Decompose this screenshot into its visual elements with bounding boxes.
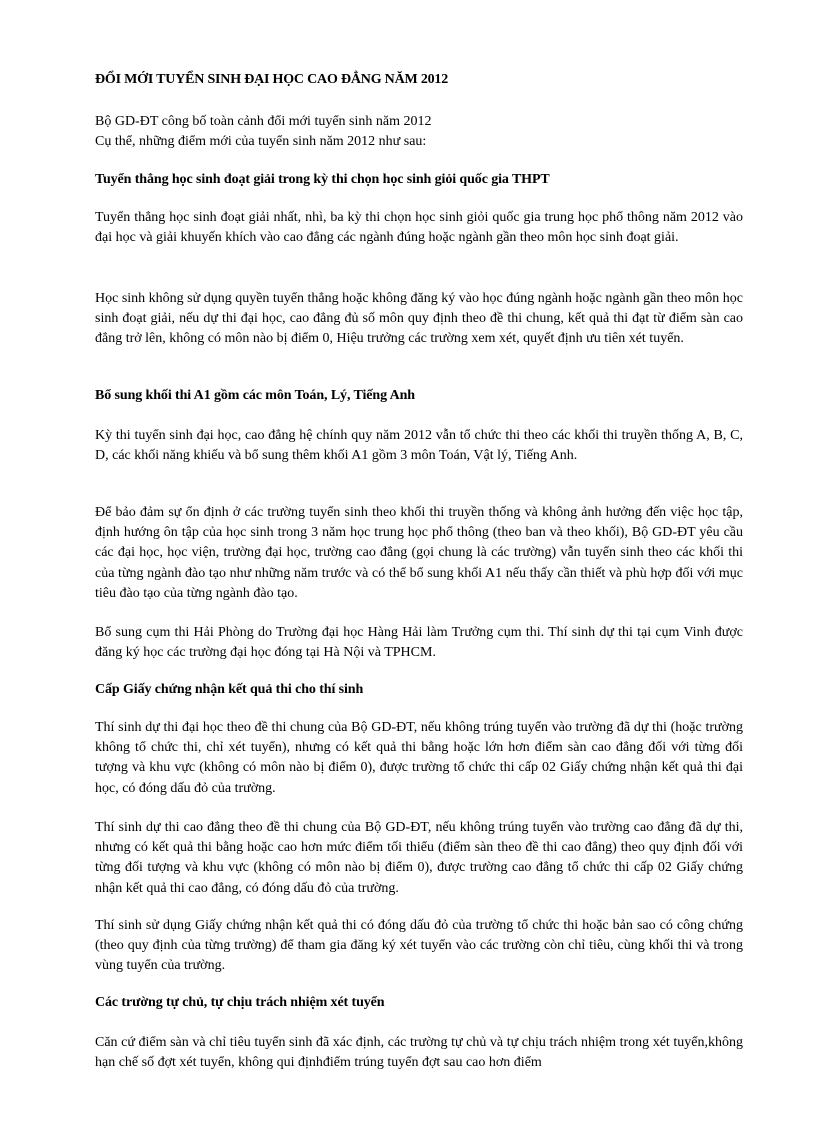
paragraph: Tuyển thẳng học sinh đoạt giải nhất, nhì, ba kỳ thi chọn học sinh giỏi quốc gia trung học phổ thông năm 2012 vào đại học và giải khuyến khích vào cao đẳng các ngành đúng hoặc ngành gần theo môn học sinh đoạt giải. xyxy=(95,210,743,246)
document-title: ĐỔI MỚI TUYỂN SINH ĐẠI HỌC CAO ĐẲNG NĂM 2012 xyxy=(95,72,449,87)
paragraph: Căn cứ điểm sàn và chỉ tiêu tuyển sinh đã xác định, các trường tự chủ và tự chịu trách nhiệm trong xét tuyển,không hạn chế số đợt xét tuyển, không qui địnhđiểm trúng tuyển đợt sau cao hơn điểm xyxy=(95,1035,743,1071)
paragraph: Để bảo đảm sự ổn định ở các trường tuyển sinh theo khối thi truyền thống và không ảnh hưởng đến việc học tập, định hướng ôn tập của học sinh trong 3 năm học trung học phổ thông (theo ban và theo khối), Bộ GD-ĐT yêu cầu các đại học, học viện, trường đại học, trường cao đẳng (gọi chung là các trường) vẫn tuyển sinh theo các khối thi của từng ngành đào tạo như những năm trước và có thể bổ sung khối A1 nếu thấy cần thiết và phù hợp đối với mục tiêu đào tạo của từng ngành đào tạo. xyxy=(95,505,743,601)
paragraph: Thí sinh sử dụng Giấy chứng nhận kết quả thi có đóng dấu đỏ của trường tổ chức thi hoặc bản sao có công chứng (theo quy định của từng trường) để tham gia đăng ký xét tuyển vào các trường còn chỉ tiêu, cùng khối thi và trong vùng tuyển của trường. xyxy=(95,918,743,974)
paragraph: Bổ sung cụm thi Hải Phòng do Trường đại học Hàng Hải làm Trưởng cụm thi. Thí sinh dự thi tại cụm Vinh được đăng ký học các trường đại học đóng tại Hà Nội và TPHCM. xyxy=(95,625,743,661)
section-heading: Cấp Giấy chứng nhận kết quả thi cho thí sinh xyxy=(95,682,364,697)
intro-line: Bộ GD-ĐT công bố toàn cảnh đổi mới tuyển sinh năm 2012 xyxy=(95,114,432,129)
paragraph: Học sinh không sử dụng quyền tuyển thẳng hoặc không đăng ký vào học đúng ngành hoặc ngành gần theo môn học sinh đoạt giải, nếu dự thi đại học, cao đẳng đủ số môn quy định theo đề thi chung, kết quả thi đạt từ điểm sàn cao đẳng trở lên, không có môn nào bị điểm 0, Hiệu trưởng các trường xem xét, quyết định ưu tiên xét tuyển. xyxy=(95,291,743,347)
section-heading: Các trường tự chủ, tự chịu trách nhiệm xét tuyển xyxy=(95,995,385,1010)
paragraph: Thí sinh dự thi cao đẳng theo đề thi chung của Bộ GD-ĐT, nếu không trúng tuyển vào trường cao đẳng đã dự thi, nhưng có kết quả thi bằng hoặc cao hơn mức điểm tối thiểu (điểm sàn theo đề thi cao đẳng) theo quy định đối với từng đối tượng và khu vực (không có môn nào bị điểm 0), được trường cao đẳng tổ chức thi cấp 02 Giấy chứng nhận kết quả thi cao đẳng, có đóng dấu đỏ của trường. xyxy=(95,820,743,896)
intro-block xyxy=(95,112,432,152)
paragraph: Kỳ thi tuyển sinh đại học, cao đẳng hệ chính quy năm 2012 vẫn tổ chức thi theo các khối thi truyền thống A, B, C, D, các khối năng khiếu và bổ sung thêm khối A1 gồm 3 môn Toán, Vật lý, Tiếng Anh. xyxy=(95,428,743,464)
intro-line: Cụ thể, những điểm mới của tuyển sinh năm 2012 như sau: xyxy=(95,134,427,149)
section-heading: Bổ sung khối thi A1 gồm các môn Toán, Lý, Tiếng Anh xyxy=(95,388,415,403)
section-heading: Tuyển thẳng học sinh đoạt giải trong kỳ thi chọn học sinh giỏi quốc gia THPT xyxy=(95,172,550,187)
paragraph: Thí sinh dự thi đại học theo đề thi chung của Bộ GD-ĐT, nếu không trúng tuyển vào trường đã dự thi (hoặc trường không tổ chức thi, chỉ xét tuyển), nhưng có kết quả thi bằng hoặc lớn hơn điểm sàn cao đẳng đối với từng đối tượng và khu vực (không có môn nào bị điểm 0), được trường tổ chức thi cấp 02 Giấy chứng nhận kết quả thi đại học, có đóng dấu đỏ của trường. xyxy=(95,720,743,796)
